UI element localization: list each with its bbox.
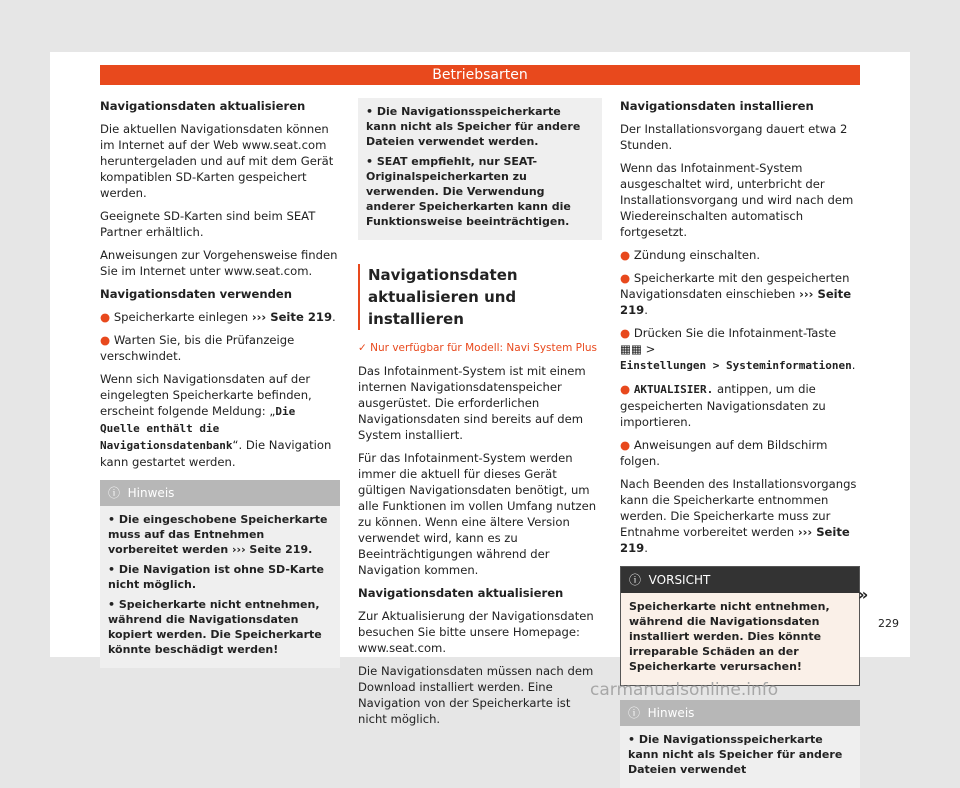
hint-item: • Speicherkarte nicht entnehmen, während die Navigationsdaten kopiert werden. Die Speicherkarte könnte beschädigt werden! (108, 598, 322, 656)
bullet-icon: ● (620, 438, 631, 452)
heading-use: Navigationsdaten verwenden (100, 287, 293, 301)
info-icon: ⓘ (108, 486, 121, 500)
heading-update: Navigationsdaten aktualisieren (358, 586, 564, 600)
bullet-icon: ● (100, 333, 111, 347)
paragraph: Zur Aktualisierung der Navigationsdaten besuchen Sie bitte unsere Homepage: www.seat.com. (358, 609, 594, 655)
info-icon: ⓘ (628, 706, 641, 720)
menu-path: Einstellungen > Systeminformationen (620, 359, 852, 372)
page-link[interactable]: ››› Seite 219 (620, 287, 852, 317)
bullet-icon: ● (100, 310, 111, 324)
bullet-item: ● Warten Sie, bis die Prüfanzeige verschwindet. (100, 333, 295, 363)
page-number: 229 (878, 617, 899, 630)
hint-item: • Die Navigationsspeicherkarte kann nicht als Speicher für andere Dateien verwendet werden. (366, 105, 581, 148)
hint-item: • Die Navigationsspeicherkarte kann nicht als Speicher für andere Dateien verwendet (628, 733, 843, 776)
bullet-item: ● AKTUALISIER. antippen, um die gespeicherten Navigationsdaten zu importieren. (620, 382, 826, 429)
paragraph: Die Navigationsdaten müssen nach dem Download installiert werden. Eine Navigation von der Speicherkarte ist nicht möglich. (358, 664, 594, 726)
paragraph: Das Infotainment-System ist mit einem internen Navigationsdatenspeicher ausgerüstet. Die erforderlichen Navigationsdaten sind bereits auf dem System installiert. (358, 364, 586, 442)
paragraph: Für das Infotainment-System werden immer die aktuell für dieses Gerät gültigen Navigationsdaten benötigt, um alle Funktionen im vollen Umfang nutzen zu können. Wenn eine ältere Version verwendet wird, kann es zu Beeinträchtigungen während der Navigation kommen. (358, 451, 597, 577)
bullet-item: ● Drücken Sie die Infotainment-Taste ▦▦ > Einstellungen > Systeminformationen. (620, 326, 856, 372)
paragraph: Nach Beenden des Installationsvorgangs kann die Speicherkarte entnommen werden. Die Speicherkarte muss zur Entnahme vorbereitet werden ››› Seite 219. (620, 477, 857, 555)
hint-item: • SEAT empfiehlt, nur SEAT-Originalspeicherkarten zu verwenden. Die Verwendung anderer Speicherkarten kann die Funktionsweise beeinträchtigen. (366, 155, 571, 228)
bullet-icon: ● (620, 271, 631, 285)
hint-box (620, 700, 860, 788)
page-header: Betriebsarten (100, 65, 860, 85)
watermark: carmanualsonline.info (590, 680, 779, 700)
hint-header: ⓘ Hinweis (100, 480, 340, 506)
paragraph: Der Installationsvorgang dauert etwa 2 Stunden. (620, 122, 848, 152)
paragraph: Wenn sich Navigationsdaten auf der eingelegten Speicherkarte befinden, erscheint folgende Meldung: „Die Quelle enthält die Navigationsdatenbank“. Die Navigation kann gestartet werden. (100, 372, 332, 469)
page-link[interactable]: ››› Seite 219 (232, 543, 309, 556)
page-link[interactable]: ››› Seite 219 (620, 525, 850, 555)
message-text: Die Quelle enthält die Navigationsdatenbank (100, 405, 296, 452)
caution-box (620, 566, 860, 686)
menu-key-icon: ▦▦ > (620, 342, 656, 356)
column-1 (100, 98, 340, 668)
hint-item: • Die Navigation ist ohne SD-Karte nicht möglich. (108, 563, 325, 591)
caution-header: ⓘ VORSICHT (621, 567, 859, 593)
section-title: Navigationsdaten aktualisieren und installieren (358, 264, 602, 330)
hint-box (100, 480, 340, 668)
bullet-item: ● Anweisungen auf dem Bildschirm folgen. (620, 438, 828, 468)
heading-update: Navigationsdaten aktualisieren (100, 99, 306, 113)
hint-header: ⓘ Hinweis (620, 700, 860, 726)
bullet-icon: ● (620, 326, 631, 340)
paragraph: Geeignete SD-Karten sind beim SEAT Partner erhältlich. (100, 209, 316, 239)
warning-icon: ⓘ (629, 573, 642, 587)
heading-install: Navigationsdaten installieren (620, 99, 814, 113)
continue-arrow-icon: » (858, 585, 869, 604)
page-link[interactable]: ››› Seite 219 (251, 310, 333, 324)
bullet-item: ● Speicherkarte mit den gespeicherten Navigationsdaten einschieben ››› Seite 219. (620, 271, 852, 317)
check-icon: ✓ (358, 342, 367, 354)
caution-text: Speicherkarte nicht entnehmen, während die Navigationsdaten installiert werden. Dies könnte irreparable Schäden an der Speicherkarte verursachen! (629, 600, 830, 673)
paragraph: Die aktuellen Navigationsdaten können im Internet auf der Web www.seat.com heruntergeladen und auf mit dem Gerät kompatiblen SD-Karten gespeichert werden. (100, 122, 334, 200)
bullet-item: ● Speicherkarte einlegen ››› Seite 219. (100, 310, 336, 324)
button-label-text: AKTUALISIER. (633, 383, 714, 396)
paragraph: Anweisungen zur Vorgehensweise finden Sie im Internet unter www.seat.com. (100, 248, 338, 278)
paragraph: Wenn das Infotainment-System ausgeschaltet wird, unterbricht der Installationsvorgang und wird nach dem Wiedereinschalten automatisch fortgesetzt. (620, 161, 854, 239)
hint-item: • Die eingeschobene Speicherkarte muss auf das Entnehmen vorbereitet werden ››› Seite 219. (108, 513, 328, 556)
bullet-icon: ● (620, 248, 631, 262)
hint-continuation-box (358, 98, 602, 240)
availability-note: ✓ Nur verfügbar für Modell: Navi System Plus (358, 342, 598, 354)
column-2 (358, 98, 602, 734)
bullet-item: ● Zündung einschalten. (620, 248, 761, 262)
bullet-icon: ● (620, 382, 631, 396)
